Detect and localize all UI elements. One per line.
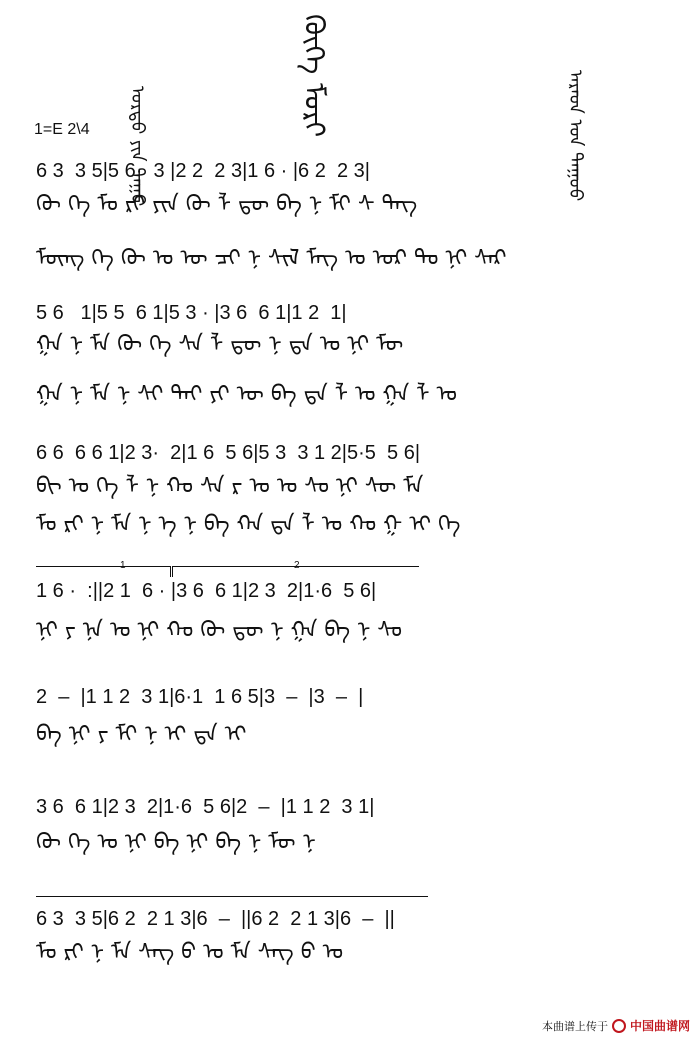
volta-label-1: 1 — [120, 560, 126, 571]
notation-line: 6 3 3 5|6 2 2 1 3|6 – ||6 2 2 1 3|6 – || — [36, 908, 395, 930]
lyricist-credit: ᠤᠷᠲᠤ ᠶᠢᠨ ᠳᠠᠭᠤ — [127, 86, 148, 207]
notation-line: 6 3 3 5|5 6· 3 |2 2 2 3|1 6 · |6 2 2 3| — [36, 160, 370, 182]
notation-line: 3 6 6 1|2 3 2|1·6 5 6|2 – |1 1 2 3 1| — [36, 796, 375, 818]
score-row-3 — [36, 438, 680, 470]
lyrics-line: ᠪᠠ ᠨᠢ ᠶ ᠮᠢ ᠨ ᠢ ᠳᠠ ᠢ — [36, 722, 247, 747]
lyrics-line: ᠭᠠ ᠨ ᠮᠡ ᠬᠥ ᠭᠡ ᠰᠡ ᠯ ᠳᠦ ᠨ ᠳᠡ ᠤ ᠨᠢ ᠮᠥ — [36, 332, 404, 357]
footer-watermark — [542, 1017, 690, 1034]
key-signature: 1=E 2\4 — [34, 121, 90, 138]
score-row-1 — [36, 156, 680, 188]
lyrics-line: ᠮᠥᠩ ᠭᠡ ᠬᠦ ᠣ ᠦ ᠴᠢ ᠨ ᠰᠢᠯ ᠮᠡᠭ ᠤ ᠤᠷ ᠲᠤ ᠨᠢ ᠰᠠᠷ — [36, 246, 507, 271]
score-row-7 — [36, 904, 680, 936]
site-name: 中国曲谱网 — [629, 1019, 690, 1033]
footer-text: 本曲谱上传于 — [541, 1019, 608, 1033]
notation-line: 1 6 · :||2 1 6 · |3 6 6 1|2 3 2|1·6 5 6| — [36, 580, 377, 602]
score-row-5 — [36, 682, 680, 714]
volta-label-2: 2 — [294, 560, 300, 571]
notation-line: 6 6 6 6 1|2 3· 2|1 6 5 6|5 3 3 1 2|5·5 5 6| — [36, 442, 421, 464]
lyrics-line: ᠨᠢ ᠶ ᠨᠠ ᠣ ᠨᠢ ᠬᠣ ᠬᠥ ᠳᠦ ᠨ ᠭᠠ ᠪᠠ ᠨ ᠰᠤ — [36, 618, 403, 643]
composer-credit: ᠠᠷᠠᠳ ᠤᠨ ᠳᠠᠭᠤᠤ — [565, 70, 586, 202]
score-row-4 — [36, 576, 680, 608]
lyrics-line: ᠪᠢ ᠣ ᠭᠡ ᠯ ᠨ ᠬᠣ ᠰᠠ ᠷ ᠣ ᠤ ᠰᠤ ᠨᠢ ᠰᠦ ᠮᠡ — [36, 474, 424, 499]
lyrics-line: ᠭᠠ ᠨ ᠮᠡ ᠨ ᠰᠢ ᠲᠡᠢ ᠶᠢ ᠦ ᠪᠡ ᠳᠡ ᠯ ᠣ ᠭᠠ ᠯ ᠤ — [36, 382, 457, 407]
site-logo-icon — [612, 1019, 626, 1033]
lyrics-line: ᠮᠣ ᠷᠢ ᠨ ᠮᠡ ᠰᠡᠭ ᠪ ᠤ ᠮᠡ ᠰᠡᠭ ᠪ ᠤ — [36, 940, 344, 965]
notation-line: 5 6 1|5 5 6 1|5 3 · |3 6 6 1|1 2 1| — [36, 302, 347, 324]
lyrics-line: ᠮᠣ ᠷᠢ ᠨ ᠮᠡ ᠨ ᠡ ᠨ ᠪᠠ ᠬᠠ ᠳᠠ ᠯ ᠤ ᠬᠤ ᠭ ᠢ ᠭᠡ — [36, 512, 461, 537]
repeat-line — [36, 896, 428, 897]
score-row-6 — [36, 792, 680, 824]
score-row-2 — [36, 298, 680, 330]
lyrics-line: ᠬᠥ ᠭᠡ ᠮᠣ ᠷᠢ ᠶᠢᠨ ᠬᠥ ᠯ ᠳᠦ ᠪᠡ ᠨ ᠮᠢ ᠰ ᠳᠡᠭ — [36, 192, 418, 217]
song-title: ᠬᠥᠭᠡ ᠮᠣᠷᠢ — [298, 14, 331, 138]
notation-line: 2 – |1 1 2 3 1|6·1 1 6 5|3 – |3 – | — [36, 686, 364, 708]
lyrics-line: ᠬᠥ ᠭᠡ ᠣ ᠨᠢ ᠪᠠ ᠨᠢ ᠪᠡ ᠨ ᠮᠥ ᠨ — [36, 830, 316, 855]
